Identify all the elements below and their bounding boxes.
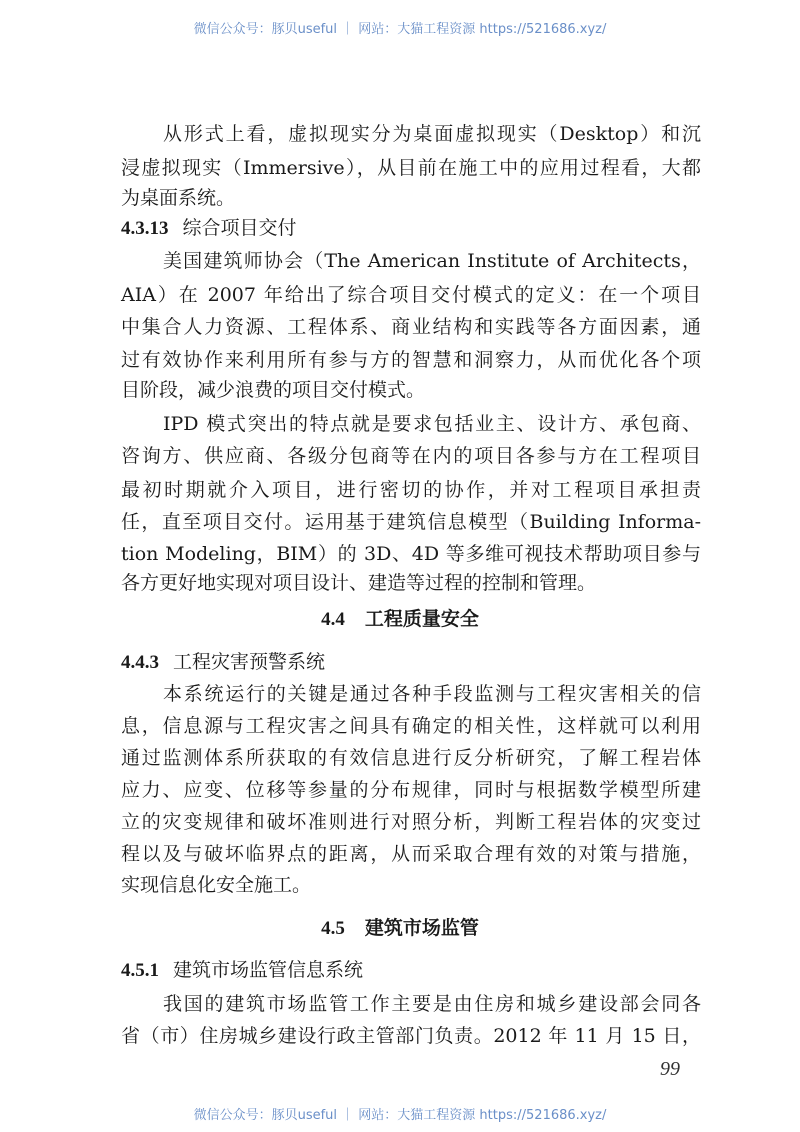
text-line: 本系统运行的关键是通过各种手段监测与工程灾害相关的信 bbox=[163, 683, 701, 705]
section-title: 建筑市场监管信息系统 bbox=[173, 959, 364, 981]
text-line: 我国的建筑市场监管工作主要是由住房和城乡建设部会同各 bbox=[163, 993, 701, 1015]
watermark-bottom: 微信公众号：豚贝useful ｜ 网站：大猫工程资源 https://521686.xyz/ bbox=[193, 1108, 607, 1123]
text-line: 美国建筑师协会（The American Institute of Architects， bbox=[163, 250, 701, 272]
section-title: 工程质量安全 bbox=[364, 608, 479, 630]
section-heading-4-4-3 bbox=[121, 650, 325, 675]
text-line: 应力、应变、位移等参量的分布规律，同时与根据数学模型所建 bbox=[121, 779, 701, 801]
text-line: 通过监测体系所获取的有效信息进行反分析研究，了解工程岩体 bbox=[121, 747, 701, 769]
text-line: 过有效协作来利用所有参与方的智慧和洞察力，从而优化各个项 bbox=[121, 349, 701, 371]
text-line: 为桌面系统。 bbox=[121, 187, 236, 209]
text-line: 目阶段，减少浪费的项目交付模式。 bbox=[121, 379, 426, 401]
section-title: 综合项目交付 bbox=[182, 217, 297, 239]
text-line: 各方更好地实现对项目设计、建造等过程的控制和管理。 bbox=[121, 572, 597, 594]
text-line: tion Modeling，BIM）的 3D、4D 等多维可视技术帮助项目参与 bbox=[121, 543, 701, 565]
section-number: 4.5.1 bbox=[121, 960, 159, 981]
section-title: 工程灾害预警系统 bbox=[173, 651, 326, 673]
section-heading-4-5 bbox=[0, 913, 800, 940]
section-heading-4-3-13 bbox=[121, 216, 297, 241]
text-line: 浸虚拟现实（Immersive），从目前在施工中的应用过程看，大都 bbox=[121, 157, 701, 179]
section-heading-4-5-1 bbox=[121, 958, 363, 983]
text-line: 任，直至项目交付。运用基于建筑信息模型（Building Informa- bbox=[121, 511, 701, 533]
page-number: 99 bbox=[660, 1058, 680, 1080]
section-title: 建筑市场监管 bbox=[364, 917, 479, 939]
text-line: 立的灾变规律和破坏准则进行对照分析，判断工程岩体的灾变过 bbox=[121, 811, 701, 833]
text-line: 咨询方、供应商、各级分包商等在内的项目各参与方在工程项目 bbox=[121, 445, 701, 467]
text-line: 实现信息化安全施工。 bbox=[121, 874, 312, 896]
text-line: 省（市）住房城乡建设行政主管部门负责。2012 年 11 月 15 日， bbox=[121, 1025, 701, 1047]
text-line: 最初时期就介入项目，进行密切的协作，并对工程项目承担责 bbox=[121, 479, 701, 501]
text-line: 中集合人力资源、工程体系、商业结构和实践等各方面因素，通 bbox=[121, 316, 701, 338]
section-number: 4.4 bbox=[321, 609, 345, 630]
watermark-top: 微信公众号：豚贝useful ｜ 网站：大猫工程资源 https://521686.xyz/ bbox=[193, 22, 607, 37]
section-number: 4.5 bbox=[321, 918, 345, 939]
section-heading-4-4 bbox=[0, 604, 800, 631]
text-line: AIA）在 2007 年给出了综合项目交付模式的定义：在一个项目 bbox=[121, 284, 701, 306]
text-line: 从形式上看，虚拟现实分为桌面虚拟现实（Desktop）和沉 bbox=[163, 123, 701, 145]
text-line: 程以及与破坏临界点的距离，从而采取合理有效的对策与措施， bbox=[121, 843, 701, 865]
text-line: IPD 模式突出的特点就是要求包括业主、设计方、承包商、 bbox=[163, 413, 701, 435]
section-number: 4.3.13 bbox=[121, 218, 169, 239]
text-line: 息，信息源与工程灾害之间具有确定的相关性，这样就可以利用 bbox=[121, 715, 701, 737]
section-number: 4.4.3 bbox=[121, 652, 159, 673]
